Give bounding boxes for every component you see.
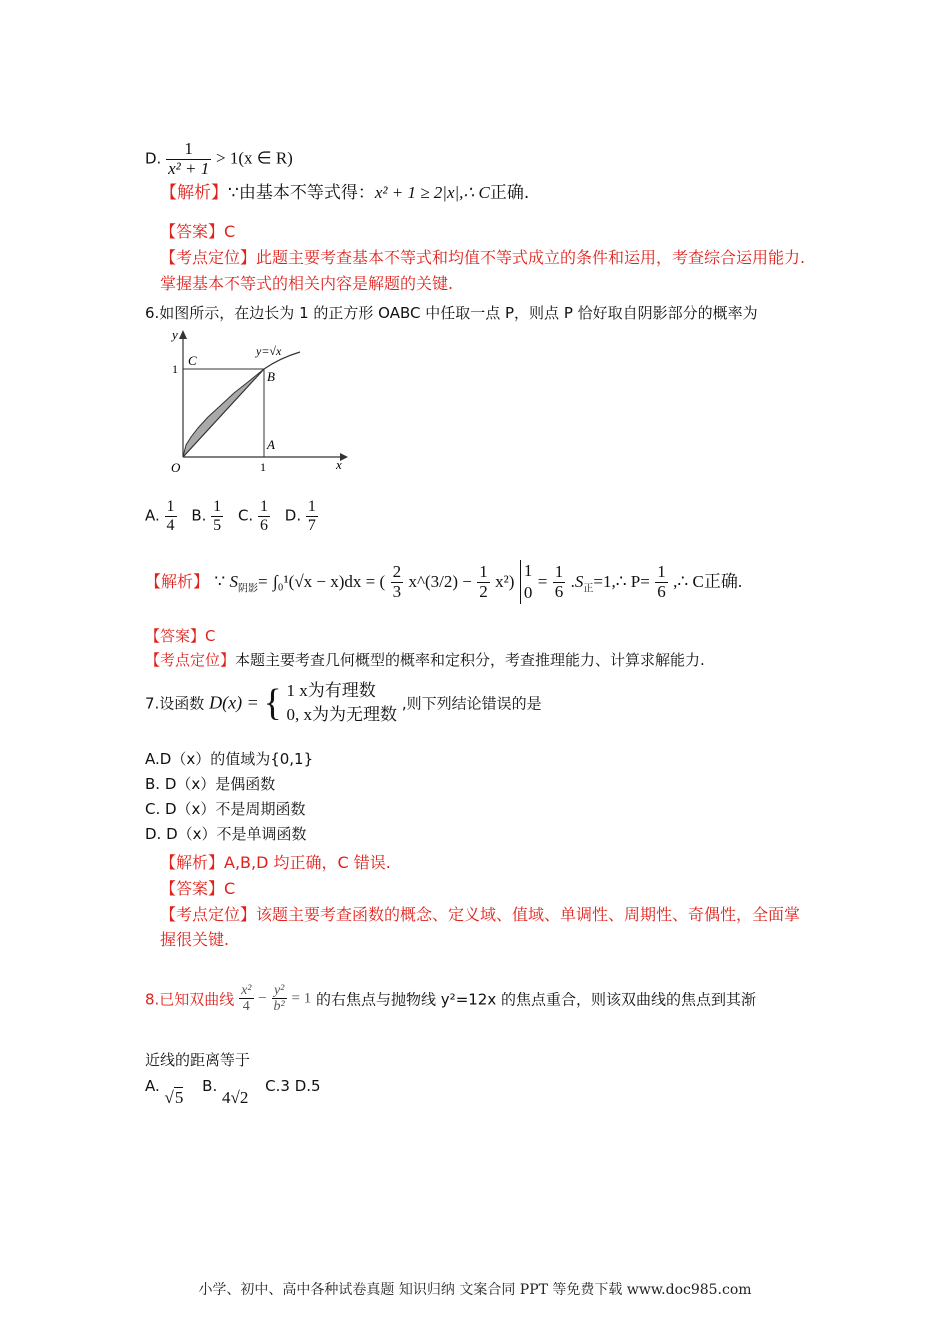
q7-answer: 【答案】C [160, 879, 236, 898]
q6-analysis: 【解析】 ∵ $S_{阴影}= \int_0^1(√x - x)dx$ = ( $\frac{2}{3}$ x^(3/2) − $\frac{1}{2}$ x²) 1 0 = $\frac{1}{6}$ $.S_正=1,\therefore$ P= $\frac{1}{6}$ ,∴ C正确. [145, 560, 742, 604]
q5-point-line2: 掌握基本不等式的相关内容是解题的关键. [160, 274, 454, 293]
page-footer: 小学、初中、高中各种试卷真题 知识归纳 文案合同 PPT 等免费下载 www.doc985.com [198, 1282, 752, 1298]
q5-answer: 【答案】C [160, 222, 236, 241]
q6-point: 【考点定位】本题主要考查几何概型的概率和定积分，考查推理能力、计算求解能力. [145, 651, 705, 669]
y-axis-label: y [172, 327, 178, 342]
q8-option-b: 4√2 [222, 1088, 249, 1107]
q7-analysis: 【解析】A,B,D 均正确，C 错误. [160, 853, 391, 872]
q8-options: A. √5 B. 4√2 C.3 D.5 [145, 1077, 321, 1107]
q6-option-a: $\frac{1}{4}$ [166, 498, 175, 534]
x-axis-label: x [336, 457, 342, 472]
q8-stem-line2: 近线的距离等于 [145, 1051, 251, 1069]
q7-option-a: A.D（x）的值域为{0,1} [145, 750, 314, 768]
q8-stem: 8.已知双曲线 $\frac{\text{x²}}{4}$ − $\frac{\text{y²}}{\text{b²}}$ = 1 的右焦点与抛物线 y²=12x 的焦点重合，则该双曲线的焦点到其渐 [145, 983, 756, 1015]
q6-stem: 6.如图所示，在边长为 1 的正方形 OABC 中任取一点 P，则点 P 恰好取自阴影部分的概率为 [145, 304, 758, 322]
curve-label: y=√x [256, 344, 282, 358]
q5-option-d: D. $\frac{1}{\text{x² + 1}}$ > 1(x ∈ R) [145, 139, 293, 178]
q5-point: 【考点定位】此题主要考查基本不等式和均值不等式成立的条件和运用，考查综合运用能力. [160, 248, 806, 267]
q5-analysis: 【解析】∵由基本不等式得：x² + 1 ≥ 2|x|,∴ C正确. [160, 183, 530, 203]
q6-option-c: $\frac{1}{6}$ [259, 498, 268, 534]
origin-label: O [171, 460, 181, 475]
q7-option-b: B. D（x）是偶函数 [145, 775, 276, 793]
q6-option-b: $\frac{1}{5}$ [213, 498, 222, 534]
point-c-label: C [188, 353, 197, 368]
frac-1-6: $\frac{1}{6}$ [554, 561, 564, 601]
q6-figure [150, 325, 350, 475]
eval-bar: 1 0 [520, 560, 533, 604]
y-tick-1: 1 [172, 362, 178, 376]
q7-point-line2: 握很关键. [160, 930, 230, 949]
q7-stem: 7.设函数 D(x) = { 1 x为有理数 0, x为为无理数 ,则下列结论错误的是 [145, 679, 542, 727]
frac-1-6-p: $\frac{1}{6}$ [657, 561, 666, 601]
frac-1-2: $\frac{1}{2}$ [479, 561, 488, 601]
piecewise-cases: 1 x为有理数 0, x为为无理数 [286, 681, 398, 724]
q8-frac-y: $\frac{\text{y²}}{\text{b²}}$ [273, 983, 285, 1015]
x-tick-1: 1 [260, 460, 266, 474]
frac-2-3: $\frac{2}{3}$ [392, 561, 402, 601]
q8-frac-x: $\frac{\text{x²}}{4}$ [241, 983, 252, 1015]
y-axis-arrow-icon [179, 330, 187, 339]
q7-option-c: C. D（x）不是周期函数 [145, 800, 306, 818]
point-a-label: A [267, 437, 275, 452]
q6-options: A. $\frac{1}{4}$ B. $\frac{1}{5}$ C. $\frac{1}{6}$ D. $\frac{1}{7}$ [145, 498, 316, 534]
brace: { [263, 681, 282, 724]
point-b-label: B [267, 369, 275, 384]
q7-point: 【考点定位】该题主要考查函数的概念、定义域、值域、单调性、周期性、奇偶性，全面掌 [160, 905, 801, 924]
line-y-equals-x [183, 369, 264, 457]
q8-option-a: √5 [164, 1088, 184, 1107]
q5-option-d-fraction: $\frac{1}{\text{x² + 1}}$ [168, 139, 210, 178]
q6-option-d: $\frac{1}{7}$ [307, 498, 316, 534]
q7-option-d: D. D（x）不是单调函数 [145, 825, 307, 843]
q6-answer: 【答案】C [145, 627, 216, 645]
